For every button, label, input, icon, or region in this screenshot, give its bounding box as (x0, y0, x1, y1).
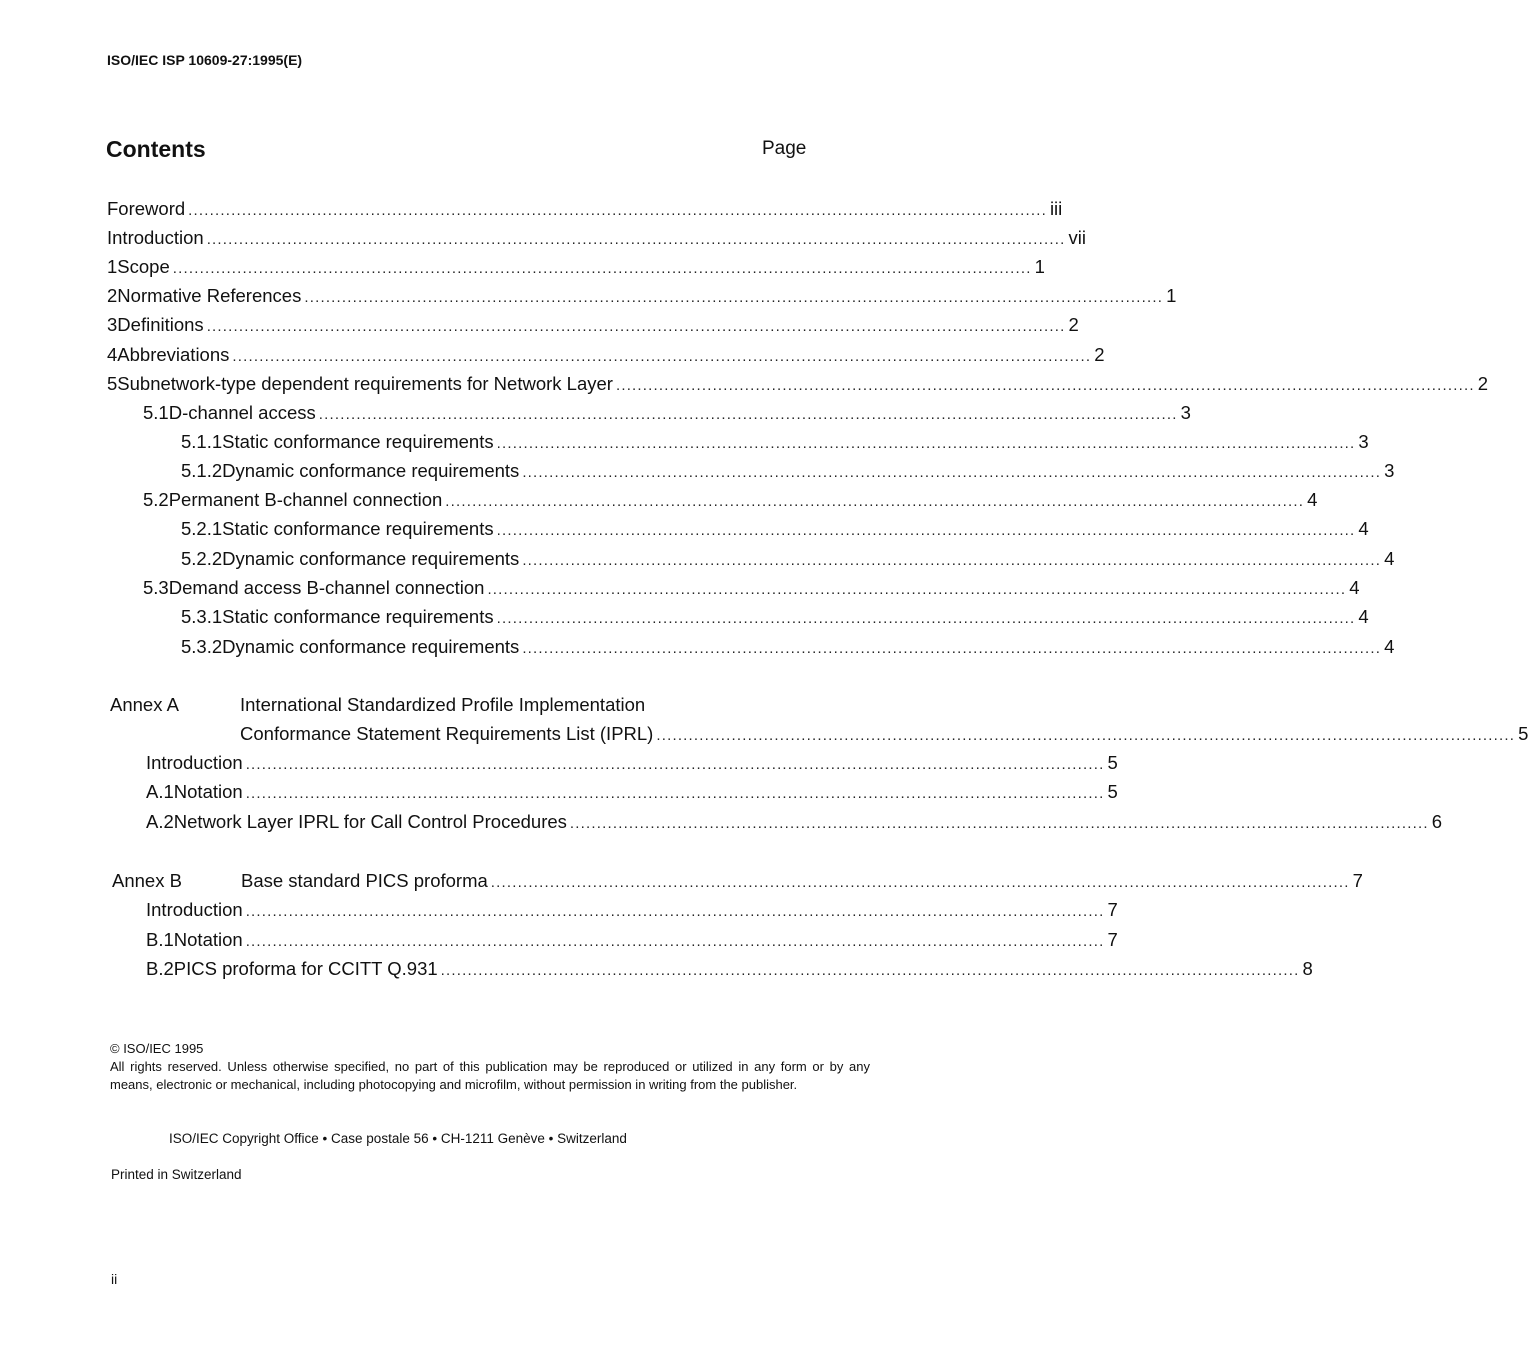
leader-dots: ................................................................................................................................................................ (487, 581, 1347, 598)
leader-dots: ................................................................................................................................................................ (304, 289, 1164, 306)
toc-entry-number: 5.1.2 (181, 460, 223, 481)
toc-entry-page: 4 (1358, 606, 1369, 627)
annex-a-title-line1: International Standardized Profile Implementation (240, 694, 646, 715)
toc-entry-title: Subnetwork-type dependent requirements for Network Layer (117, 373, 613, 394)
toc-entry-title: Scope (117, 256, 170, 277)
copyright-office-address: ISO/IEC Copyright Office • Case postale 56 • CH-1211 Genève • Switzerland (169, 1131, 627, 1146)
toc-entry[interactable] (146, 929, 1118, 953)
toc-entry-title: Permanent B-channel connection (168, 489, 443, 510)
leader-dots: ................................................................................................................................................................ (206, 231, 1066, 248)
leader-dots: ................................................................................................................................................................ (496, 522, 1356, 539)
toc-entry-page: 7 (1107, 929, 1118, 950)
leader-dots: ................................................................................................................................................................ (232, 348, 1092, 365)
toc-entry-title: Dynamic conformance requirements (222, 460, 520, 481)
annex-a-label: Annex A (110, 694, 179, 715)
toc-entry-number: A.1 (146, 781, 174, 802)
leader-dots: ................................................................................................................................................................ (615, 377, 1475, 394)
toc-entry[interactable] (181, 636, 1395, 660)
toc-entry[interactable] (181, 606, 1369, 630)
toc-entry-title: Introduction (146, 752, 243, 773)
toc-entry[interactable] (107, 344, 1105, 368)
toc-entry-title: Notation (173, 929, 243, 950)
leader-dots: ................................................................................................................................................................ (245, 785, 1105, 802)
leader-dots: ................................................................................................................................................................ (496, 610, 1356, 627)
leader-dots: ................................................................................................................................................................ (206, 318, 1066, 335)
toc-entry-title: Introduction (146, 899, 243, 920)
toc-entry-number: B.1 (146, 929, 174, 950)
leader-dots: ................................................................................................................................................................ (522, 464, 1382, 481)
toc-entry-number: 5.1.1 (181, 431, 223, 452)
toc-entry[interactable] (146, 899, 1118, 923)
toc-entry-title: Foreword (107, 198, 186, 219)
toc-entry-number: B.2 (146, 958, 174, 979)
toc-entry-number: 5.2 (143, 489, 169, 510)
toc-entry-page: vii (1068, 227, 1086, 248)
toc-entry-page: 3 (1180, 402, 1191, 423)
toc-entry[interactable] (107, 256, 1045, 280)
toc-entry-page: 7 (1107, 899, 1118, 920)
toc-entry-title: Definitions (117, 314, 204, 335)
leader-dots: ................................................................................................................................................................ (245, 903, 1105, 920)
annex-a-title-line2: Conformance Statement Requirements List (IPRL) (240, 723, 654, 744)
toc-entry[interactable] (107, 373, 1489, 397)
toc-entry-title: Static conformance requirements (222, 431, 494, 452)
toc-entry[interactable] (107, 227, 1086, 251)
toc-entry-page: 1 (1034, 256, 1045, 277)
leader-dots: ................................................................................................................................................................ (656, 727, 1516, 744)
toc-entry-page: 4 (1358, 518, 1369, 539)
leader-dots: ................................................................................................................................................................ (522, 552, 1382, 569)
leader-dots: ................................................................................................................................................................ (172, 260, 1032, 277)
toc-entry-number: 5.2.2 (181, 548, 223, 569)
printed-in: Printed in Switzerland (111, 1167, 242, 1182)
toc-entry-page: 4 (1349, 577, 1360, 598)
leader-dots: ................................................................................................................................................................ (569, 815, 1429, 832)
toc-entry-page: 8 (1302, 958, 1313, 979)
toc-entry-page: 4 (1307, 489, 1318, 510)
leader-dots: ................................................................................................................................................................ (188, 202, 1047, 219)
contents-title: Contents (106, 136, 206, 162)
annex-a-page: 5 (1518, 723, 1528, 744)
toc-entry[interactable] (181, 431, 1369, 455)
toc-entry-title: PICS proforma for CCITT Q.931 (173, 958, 438, 979)
toc-entry-number: 4 (107, 344, 118, 365)
toc-entry-page: 3 (1358, 431, 1369, 452)
toc-entry[interactable] (143, 577, 1360, 601)
toc-entry-number: 5.3.2 (181, 636, 223, 657)
toc-entry-page: 5 (1107, 781, 1118, 802)
toc-entry-title: Introduction (107, 227, 204, 248)
leader-dots: ................................................................................................................................................................ (245, 933, 1105, 950)
toc-entry-title: Static conformance requirements (222, 606, 494, 627)
leader-dots: ................................................................................................................................................................ (490, 874, 1350, 891)
toc-entry-page: 1 (1166, 285, 1177, 306)
toc-entry-title: Normative References (117, 285, 302, 306)
toc-entry-title: Dynamic conformance requirements (222, 636, 520, 657)
toc-entry-page: iii (1049, 198, 1063, 219)
toc-entry-page: 3 (1384, 460, 1395, 481)
toc-entry[interactable] (107, 314, 1079, 338)
annex-b-entry[interactable] (241, 870, 1363, 894)
leader-dots: ................................................................................................................................................................ (440, 962, 1300, 979)
toc-entry-page: 4 (1384, 636, 1395, 657)
leader-dots: ................................................................................................................................................................ (318, 406, 1178, 423)
annex-b-label: Annex B (112, 870, 182, 891)
copyright-line: © ISO/IEC 1995 (110, 1041, 204, 1056)
toc-entry[interactable] (107, 285, 1177, 309)
toc-entry-page: 2 (1477, 373, 1489, 394)
toc-entry-number: 5 (107, 373, 118, 394)
toc-entry-number: A.2 (146, 811, 174, 832)
annex-b-title: Base standard PICS proforma (241, 870, 488, 891)
page-column-label: Page (762, 138, 807, 159)
toc-entry[interactable] (143, 402, 1191, 426)
toc-entry-title: Static conformance requirements (222, 518, 494, 539)
leader-dots: ................................................................................................................................................................ (522, 640, 1382, 657)
toc-entry-title: Abbreviations (117, 344, 230, 365)
toc-entry-title: Demand access B-channel connection (168, 577, 485, 598)
annex-b-page: 7 (1352, 870, 1363, 891)
toc-entry[interactable] (146, 781, 1118, 805)
toc-entry-page: 4 (1384, 548, 1395, 569)
toc-entry-title: D-channel access (168, 402, 316, 423)
toc-entry[interactable] (146, 811, 1442, 835)
toc-entry-number: 5.1 (143, 402, 169, 423)
rights-notice: All rights reserved. Unless otherwise specified, no part of this publication may be reproduced or utilized in any form or by any means, electronic or mechanical, including photocopying and microfilm, without permission in writing from the publisher. (110, 1059, 870, 1092)
toc-entry-number: 5.3 (143, 577, 169, 598)
toc-entry-number: 3 (107, 314, 118, 335)
leader-dots: ................................................................................................................................................................ (496, 435, 1356, 452)
annex-a-entry[interactable] (240, 723, 1528, 747)
document-id: ISO/IEC ISP 10609-27:1995(E) (107, 52, 303, 68)
toc-entry-number: 2 (107, 285, 118, 306)
toc-entry-number: 1 (107, 256, 118, 277)
toc-entry[interactable] (181, 460, 1395, 484)
toc-entry-number: 5.2.1 (181, 518, 223, 539)
page-number: ii (111, 1271, 118, 1287)
toc-entry-title: Notation (173, 781, 243, 802)
toc-entry-page: 5 (1107, 752, 1118, 773)
toc-entry[interactable] (143, 489, 1318, 513)
toc-entry-number: 5.3.1 (181, 606, 223, 627)
toc-entry-page: 2 (1068, 314, 1079, 335)
toc-entry[interactable] (146, 958, 1313, 982)
toc-entry[interactable] (181, 518, 1369, 542)
toc-entry[interactable] (107, 198, 1063, 222)
toc-entry-title: Network Layer IPRL for Call Control Procedures (173, 811, 567, 832)
leader-dots: ................................................................................................................................................................ (445, 493, 1305, 510)
toc-entry[interactable] (146, 752, 1118, 776)
toc-entry-page: 6 (1431, 811, 1442, 832)
toc-entry[interactable] (181, 548, 1395, 572)
toc-entry-page: 2 (1094, 344, 1105, 365)
toc-entry-title: Dynamic conformance requirements (222, 548, 520, 569)
leader-dots: ................................................................................................................................................................ (245, 756, 1105, 773)
